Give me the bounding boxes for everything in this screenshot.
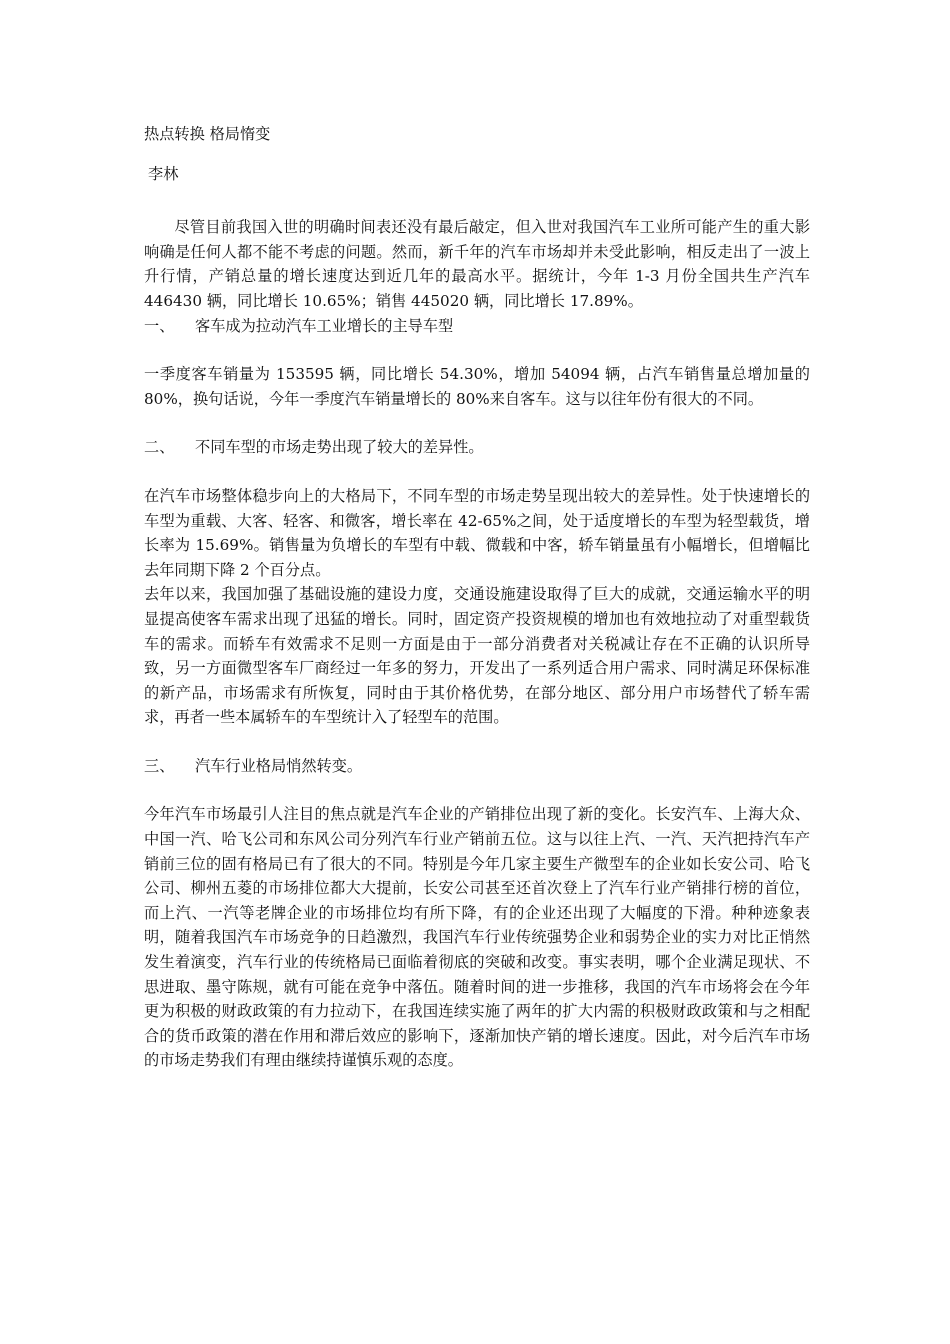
section-2-paragraph-1: 在汽车市场整体稳步向上的大格局下，不同车型的市场走势呈现出较大的差异性。处于快速增长的车型为重载、大客、轻客、和微客，增长率在 42-65%之间，处于适度增长的车型为轻型载货，增长率为 15.69%。销售量为负增长的车型有中载、微载和中客，轿车销量虽有小幅增长，但增幅比去年同期下降 2 个百分点。 <box>144 486 810 579</box>
section-heading-1 <box>144 314 810 339</box>
document-author: 李林 <box>148 164 179 183</box>
document-title: 热点转换 格局惰变 <box>144 125 271 143</box>
section-title-2: 不同车型的市场走势出现了较大的差异性。 <box>195 438 484 457</box>
intro-paragraph: 尽管目前我国入世的明确时间表还没有最后敲定，但入世对我国汽车工业所可能产生的重大影响确是任何人都不能不考虑的问题。然而，新千年的汽车市场却并未受此影响，相反走出了一波上升行情，产销总量的增长速度达到近几年的最高水平。据统计，今年 1-3 月份全国共生产汽车 446430 辆，同比增长 10.65%；销售 445020 辆，同比增长 17.89%。 <box>144 218 810 310</box>
document-body <box>144 122 810 1073</box>
section-title-1: 客车成为拉动汽车工业增长的主导车型 <box>195 316 454 335</box>
section-1-paragraph-1: 一季度客车销量为 153595 辆，同比增长 54.30%，增加 54094 辆，占汽车销售量总增加量的 80%，换句话说，今年一季度汽车销量增长的 80%来自客车。这与以往年份有很大的不同。 <box>144 365 810 408</box>
section-number-1: 一、 <box>144 316 175 335</box>
section-number-2: 二、 <box>144 438 175 457</box>
section-3-paragraph-1: 今年汽车市场最引人注目的焦点就是汽车企业的产销排位出现了新的变化。长安汽车、上海大众、中国一汽、哈飞公司和东风公司分列汽车行业产销前五位。这与以往上汽、一汽、天汽把持汽车产销前三位的固有格局已有了很大的不同。特别是今年几家主要生产微型车的企业如长安公司、哈飞公司、柳州五菱的市场排位都大大提前，长安公司甚至还首次登上了汽车行业产销排行榜的首位，而上汽、一汽等老牌企业的市场排位均有所下降，有的企业还出现了大幅度的下滑。种种迹象表明，随着我国汽车市场竞争的日趋激烈，我国汽车行业传统强势企业和弱势企业的实力对比正悄然发生着演变，汽车行业的传统格局已面临着彻底的突破和改变。事实表明，哪个企业满足现状、不思进取、墨守陈规，就有可能在竞争中落伍。随着时间的进一步推移，我国的汽车市场将会在今年更为积极的财政政策的有力拉动下，在我国连续实施了两年的扩大内需的积极财政政策和与之相配合的货币政策的潜在作用和滞后效应的影响下，逐渐加快产销的增长速度。因此，对今后汽车市场的市场走势我们有理由继续持谨慎乐观的态度。 <box>144 805 810 1070</box>
section-2-paragraph-2: 去年以来，我国加强了基础设施的建设力度，交通设施建设取得了巨大的成就，交通运输水平的明显提高使客车需求出现了迅猛的增长。同时，固定资产投资规模的增加也有效地拉动了对重型载货车的需求。而轿车有效需求不足则一方面是由于一部分消费者对关税减让存在不正确的认识所导致，另一方面微型客车厂商经过一年多的努力，开发出了一系列适合用户需求、同时满足环保标准的新产品，市场需求有所恢复，同时由于其价格优势，在部分地区、部分用户市场替代了轿车需求，再者一些本属轿车的车型统计入了轻型车的范围。 <box>144 585 810 727</box>
section-title-3: 汽车行业格局悄然转变。 <box>195 756 363 775</box>
section-heading-3 <box>144 754 810 779</box>
section-number-3: 三、 <box>144 756 175 775</box>
section-heading-2 <box>144 435 810 460</box>
